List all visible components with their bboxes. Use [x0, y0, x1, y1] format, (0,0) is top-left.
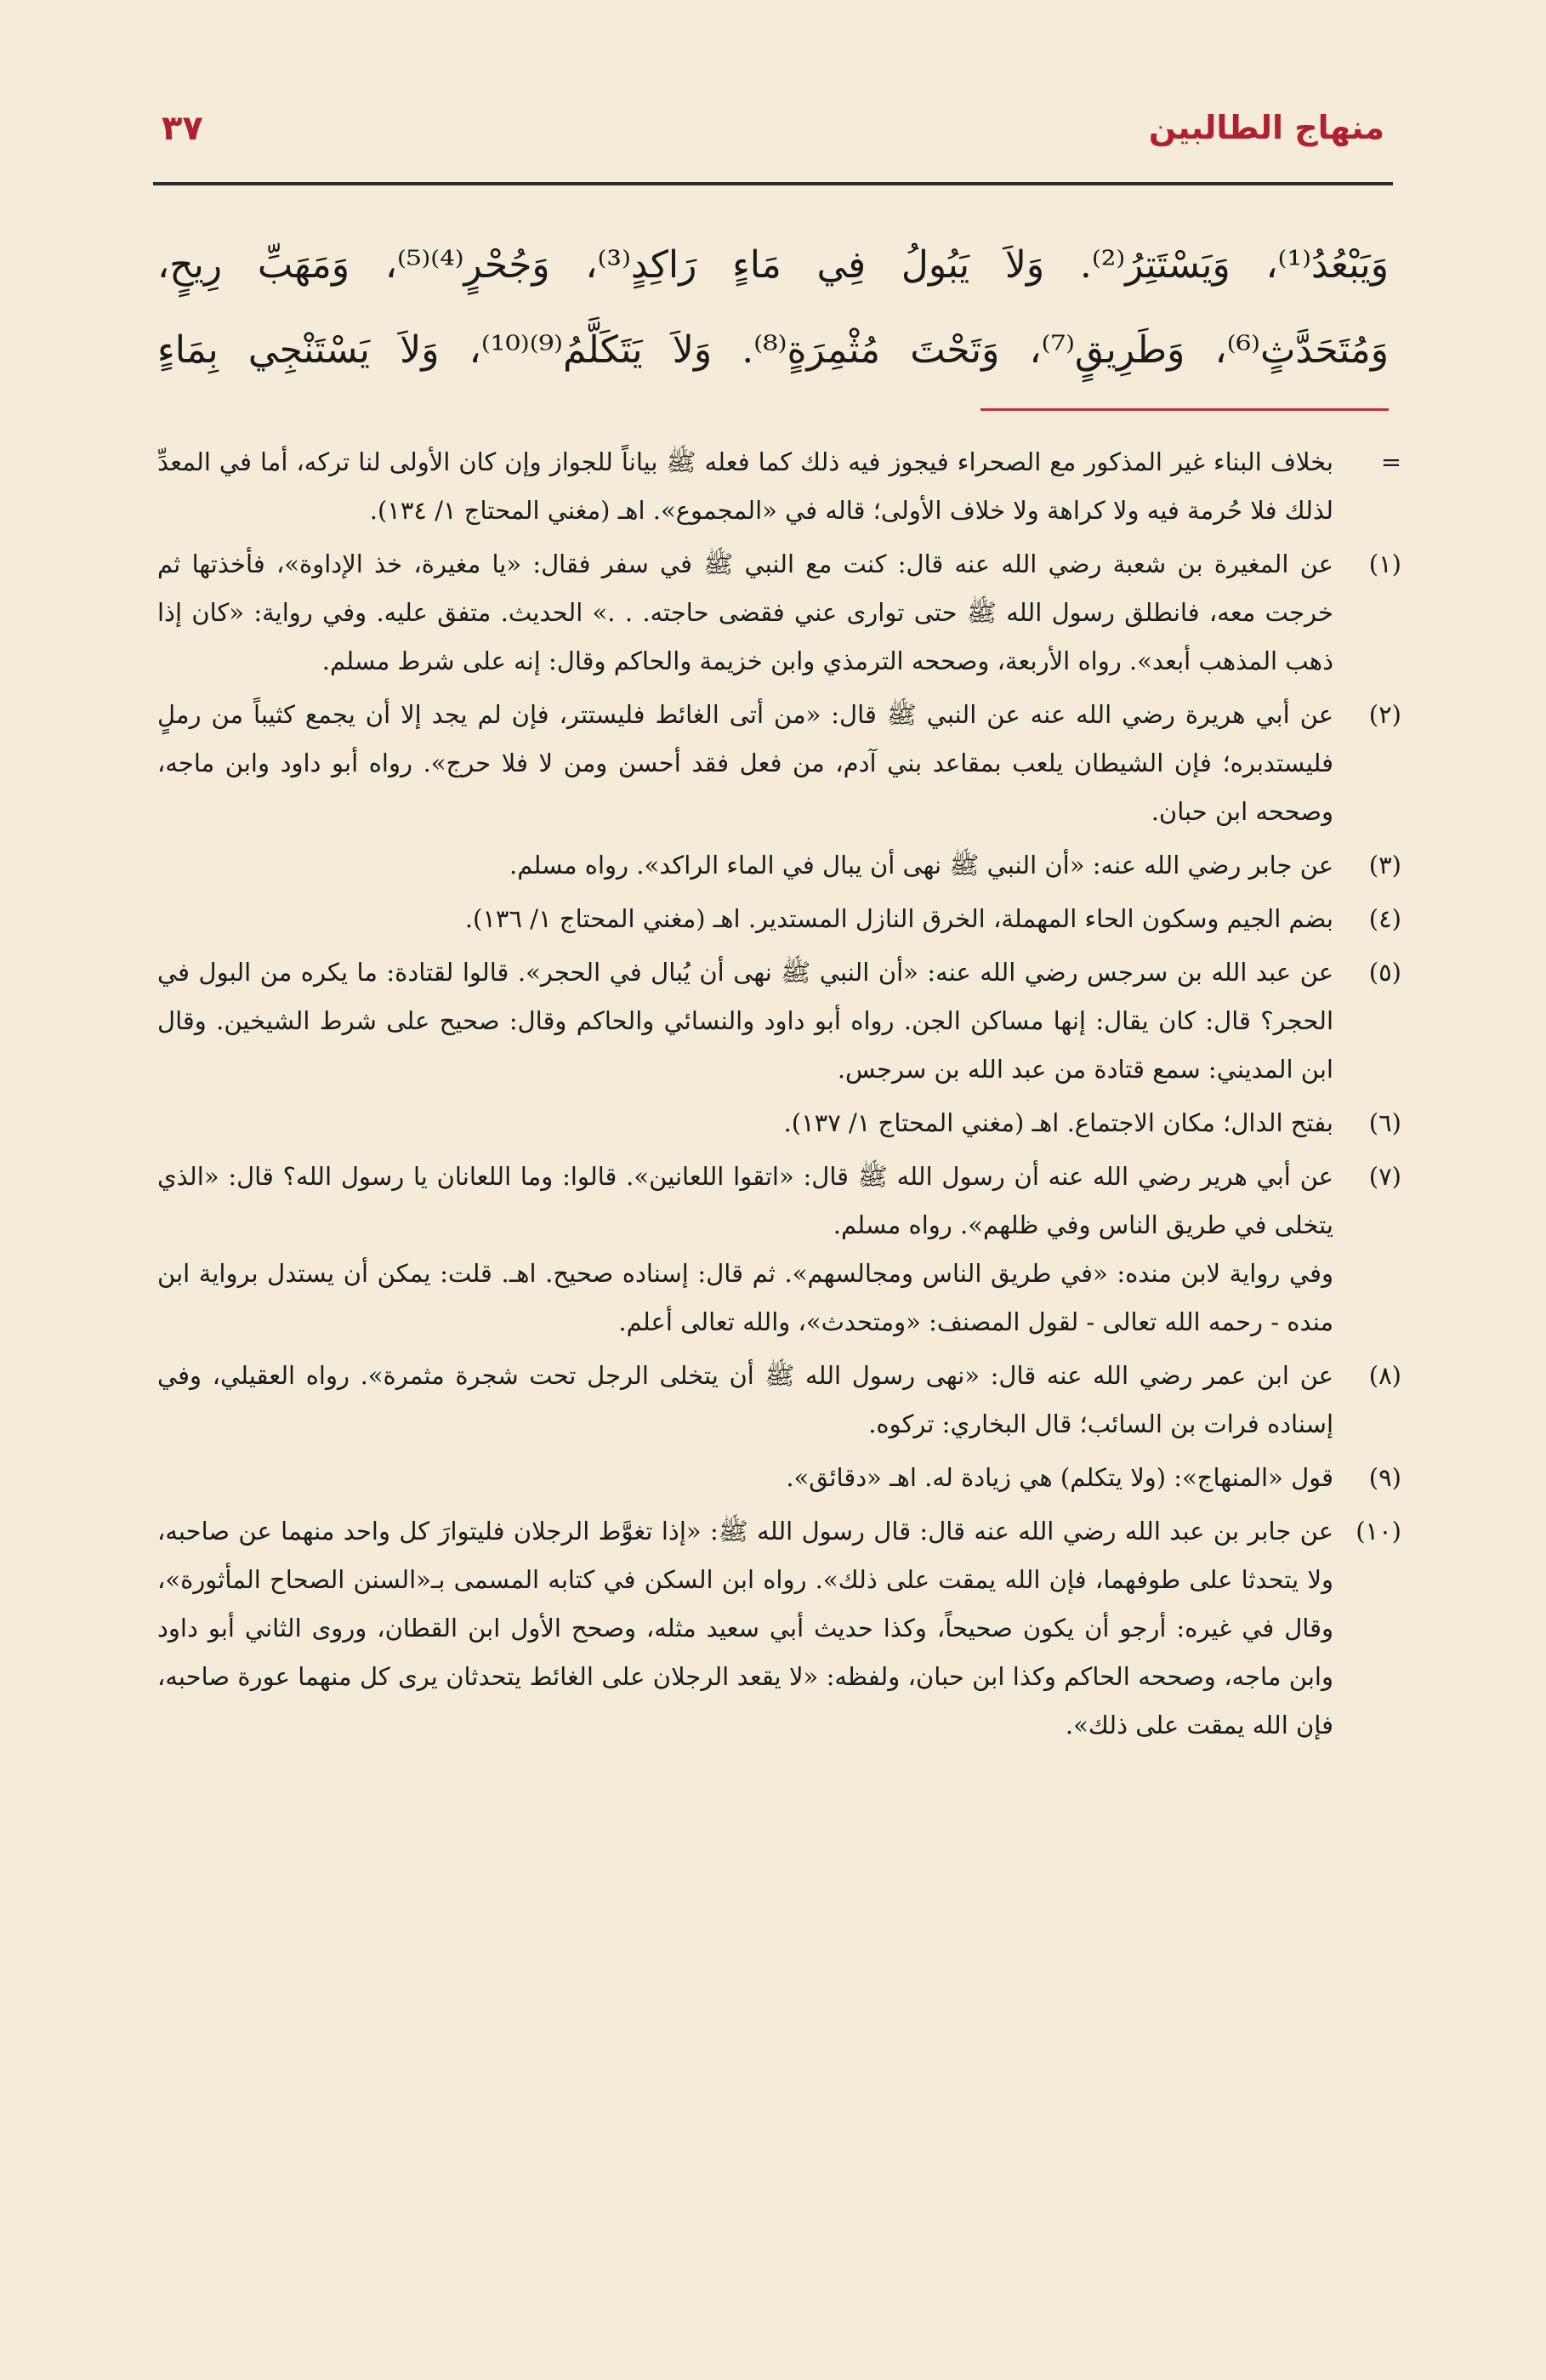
footnote-text: عن أبي هريرة رضي الله عنه عن النبي ﷺ قال: «من أتى الغائط فليستتر، فإن لم يجد إلا أن يجمع كثيباً من رملٍ فليستدبره؛ فإن الشيطان يلعب بمقاعد بني آدم، من فعل فقد أحسن ومن لا فلا حرج». رواه أبو داود وابن ماجه، وصححه ابن حبان.: [157, 700, 1333, 826]
footnote-1: [157, 540, 1401, 686]
footnote-2: [157, 691, 1401, 836]
main-text-line: وَمُتَحَدَّثٍ⁽⁶⁾، وَطَرِيقٍ⁽⁷⁾، وَتَحْتَ مُثْمِرَةٍ⁽⁸⁾. وَلاَ يَتَكَلَّمُ⁽⁹⁾⁽¹⁰⁾، وَلاَ يَسْتَنْجِي بِمَاءٍ: [157, 328, 1389, 372]
footnote-text: عن جابر بن عبد الله رضي الله عنه قال: قال رسول الله ﷺ: «إذا تغوَّط الرجلان فليتوارَ كل واحد منهما عن صاحبه، ولا يتحدثا على طوفهما، فإن الله يمقت على ذلك». رواه ابن السكن في كتابه المسمى بـ«السنن الصحاح المأثورة»، وقال في غيره: أرجو أن يكون صحيحاً، وكذا حديث أبي سعيد مثله، وصحح الأول ابن القطان، وروى الثاني أبو داود وابن ماجه، وصححه الحاكم وكذا ابن حبان، ولفظه: «لا يقعد الرجلان على الغائط يتحدثان يرى كل منهما عورة صاحبه، فإن الله يمقت على ذلك».: [157, 1517, 1333, 1739]
footnote-text-continued: وفي رواية لابن منده: «في طريق الناس ومجالسهم». ثم قال: إسناده صحيح. اهـ. قلت: يمكن أن يستدل برواية ابن منده - رحمه الله تعالى - لقول المصنف: «ومتحدث»، والله تعالى أعلم.: [157, 1259, 1333, 1336]
footnote-7: [157, 1153, 1401, 1347]
footnotes: [157, 438, 1401, 1755]
footnote-number: (٢): [1368, 700, 1401, 729]
main-text: [157, 223, 1389, 393]
header-divider: [153, 182, 1393, 185]
footnote-text: عن المغيرة بن شعبة رضي الله عنه قال: كنت مع النبي ﷺ في سفر فقال: «يا مغيرة، خذ الإداوة»، فأخذتها ثم خرجت معه، فانطلق رسول الله ﷺ حتى توارى عني فقضى حاجته. . .» الحديث. متفق عليه. وفي رواية: «كان إذا ذهب المذهب أبعد». رواه الأربعة، وصححه الترمذي وابن خزيمة والحاكم وقال: إنه على شرط مسلم.: [157, 549, 1333, 675]
footnote-text: قول «المنهاج»: (ولا يتكلم) هي زيادة له. اهـ «دقائق».: [786, 1463, 1333, 1492]
footnote-text: عن أبي هرير رضي الله عنه أن رسول الله ﷺ قال: «اتقوا اللعانين». قالوا: وما اللعانان يا رسول الله؟ قال: «الذي يتخلى في طريق الناس وفي ظلهم». رواه مسلم.: [157, 1162, 1333, 1239]
footnote-4: [157, 895, 1401, 943]
footnote-text: عن ابن عمر رضي الله عنه قال: «نهى رسول الله ﷺ أن يتخلى الرجل تحت شجرة مثمرة». رواه العقيلي، وفي إسناده فرات بن السائب؛ قال البخاري: تركوه.: [157, 1361, 1333, 1438]
footnote-text: بضم الجيم وسكون الحاء المهملة، الخرق النازل المستدير. اهـ (مغني المحتاج ١/ ١٣٦).: [464, 904, 1333, 933]
footnote-number: (٩): [1368, 1463, 1401, 1492]
footnote-text: عن جابر رضي الله عنه: «أن النبي ﷺ نهى أن يبال في الماء الراكد». رواه مسلم.: [509, 851, 1333, 880]
footnote-continuation: [157, 438, 1401, 535]
footnote-number: (١): [1368, 549, 1401, 578]
footnote-number: (٣): [1368, 851, 1401, 880]
footnote-3: [157, 841, 1401, 890]
page-header: [162, 109, 1384, 177]
footnote-number: =: [1380, 447, 1401, 476]
footnote-10: [157, 1507, 1401, 1750]
footnote-9: [157, 1454, 1401, 1502]
footnote-number: (٦): [1368, 1108, 1401, 1137]
footnote-number: (٥): [1368, 958, 1401, 987]
footnote-text: بفتح الدال؛ مكان الاجتماع. اهـ (مغني المحتاج ١/ ١٣٧).: [783, 1108, 1333, 1137]
footnote-6: [157, 1099, 1401, 1147]
footnote-number: (٨): [1368, 1361, 1401, 1390]
running-title: منهاج الطالبين: [1148, 109, 1384, 146]
footnote-8: [157, 1352, 1401, 1449]
footnote-number: (٤): [1368, 904, 1401, 933]
footnote-number: (١٠): [1356, 1517, 1401, 1546]
footnote-text: عن عبد الله بن سرجس رضي الله عنه: «أن النبي ﷺ نهى أن يُبال في الحجر». قالوا لقتادة: ما يكره من البول في الحجر؟ قال: كان يقال: إنها مساكن الجن. رواه أبو داود والنسائي والحاكم وقال: صحيح على شرط الشيخين. وقال ابن المديني: سمع قتادة من عبد الله بن سرجس.: [157, 958, 1333, 1084]
main-text-line: وَيَبْعُدُ⁽¹⁾، وَيَسْتَتِرُ⁽²⁾. وَلاَ يَبُولُ فِي مَاءٍ رَاكِدٍ⁽³⁾، وَجُحْرٍ⁽⁴⁾⁽⁵⁾، وَمَهَبِّ رِيحٍ،: [157, 243, 1389, 287]
footnote-number: (٧): [1368, 1162, 1401, 1191]
footnote-5: [157, 948, 1401, 1094]
footnote-divider: [980, 408, 1389, 411]
page-number: ٣٧: [162, 109, 203, 148]
footnote-text: بخلاف البناء غير المذكور مع الصحراء فيجوز فيه ذلك كما فعله ﷺ بياناً للجواز وإن كان الأولى لنا تركه، أما في المعدِّ لذلك فلا حُرمة فيه ولا كراهة ولا خلاف الأولى؛ قاله في «المجموع». اهـ (مغني المحتاج ١/ ١٣٤).: [157, 447, 1333, 525]
